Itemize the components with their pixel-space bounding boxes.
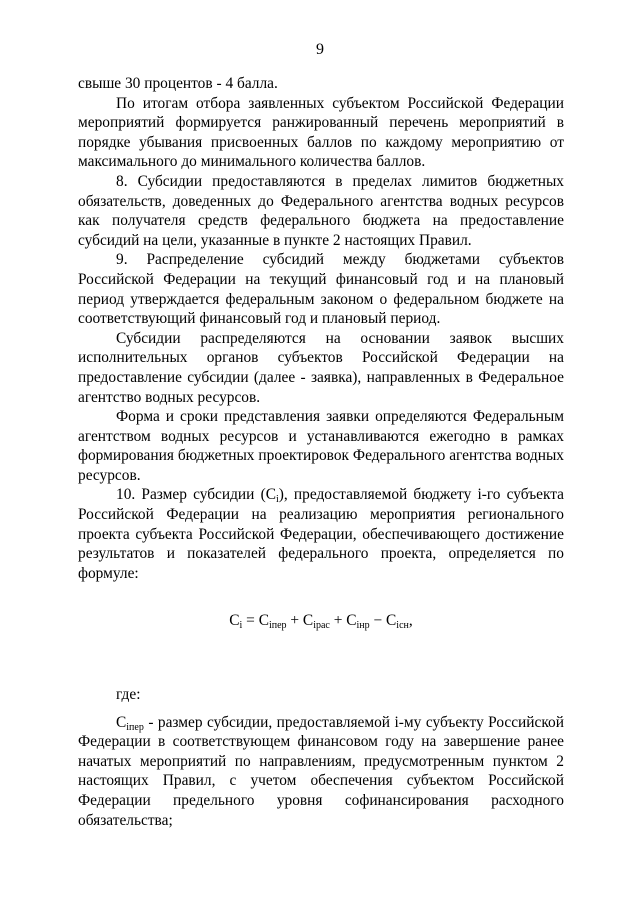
document-body [78,74,568,830]
variable-ciper: $C_{iпер}$ [116,713,144,733]
where-label: где: [116,686,141,704]
paragraph-application-form: Форма и сроки представления заявки определяются Федеральным агентством водных ресурсов и устанавливаются ежегодно в рамках формирования бюджетных проектировок Федерального агентства водных ресурсов. [78,408,564,484]
paragraph-subsidy-distribution: Субсидии распределяются на основании заявок высших исполнительных органов субъектов Российской Федерации на предоставление субсидии (далее - заявка), направленных в Федеральное агентство водных ресурсов. [78,329,564,406]
paragraph-item-10: 10. Размер субсидии $(C_i)$, предоставляемой бюджету i-го субъекта Российской Федерации на реализацию мероприятия регионального проекта субъекта Российской Федерации, обеспечивающего достижение результатов и показателей федерального проекта, определяется по формуле: [78,486,565,582]
paragraph-score: свыше 30 процентов - 4 балла. [78,75,278,92]
paragraph-ranking: По итогам отбора заявленных субъектом Российской Федерации мероприятий формируется ранжированный перечень мероприятий в порядке убывания присвоенных баллов по каждому мероприятию от максимального до минимального количества баллов. [78,94,564,171]
page-number: 9 [316,41,324,58]
paragraph-item-8: 8. Субсидии предоставляются в пределах лимитов бюджетных обязательств, доведенных до Федерального агентства водных ресурсов как получателя средств федерального бюджета на предоставление субсидий на цели, указанные в пункте 2 настоящих Правил. [78,172,564,249]
definition-ciper: $C_{iпер}$ - размер субсидии, предоставляемой i-му субъекту Российской Федерации в соответствующем финансовом году на завершение ранее начатых мероприятий по направлениям, предусмотренным пунктом 2 настоящих Правил, с учетом обеспечения субъектом Российской Федерации предельного уровня софинансирования расходного обязательства; [78,713,568,829]
subsidy-formula: $C_i = C_{iпер} + C_{iрас} + C_{iнр} - C_{iсн}$, [229,612,413,632]
variable-ci: $C_i$ [265,486,279,506]
paragraph-item-9: 9. Распределение субсидий между бюджетами субъектов Российской Федерации на текущий финансовый год и на плановый период утверждается федеральным законом о федеральном бюджете на соответствующий финансовый год и плановый период. [78,251,564,328]
